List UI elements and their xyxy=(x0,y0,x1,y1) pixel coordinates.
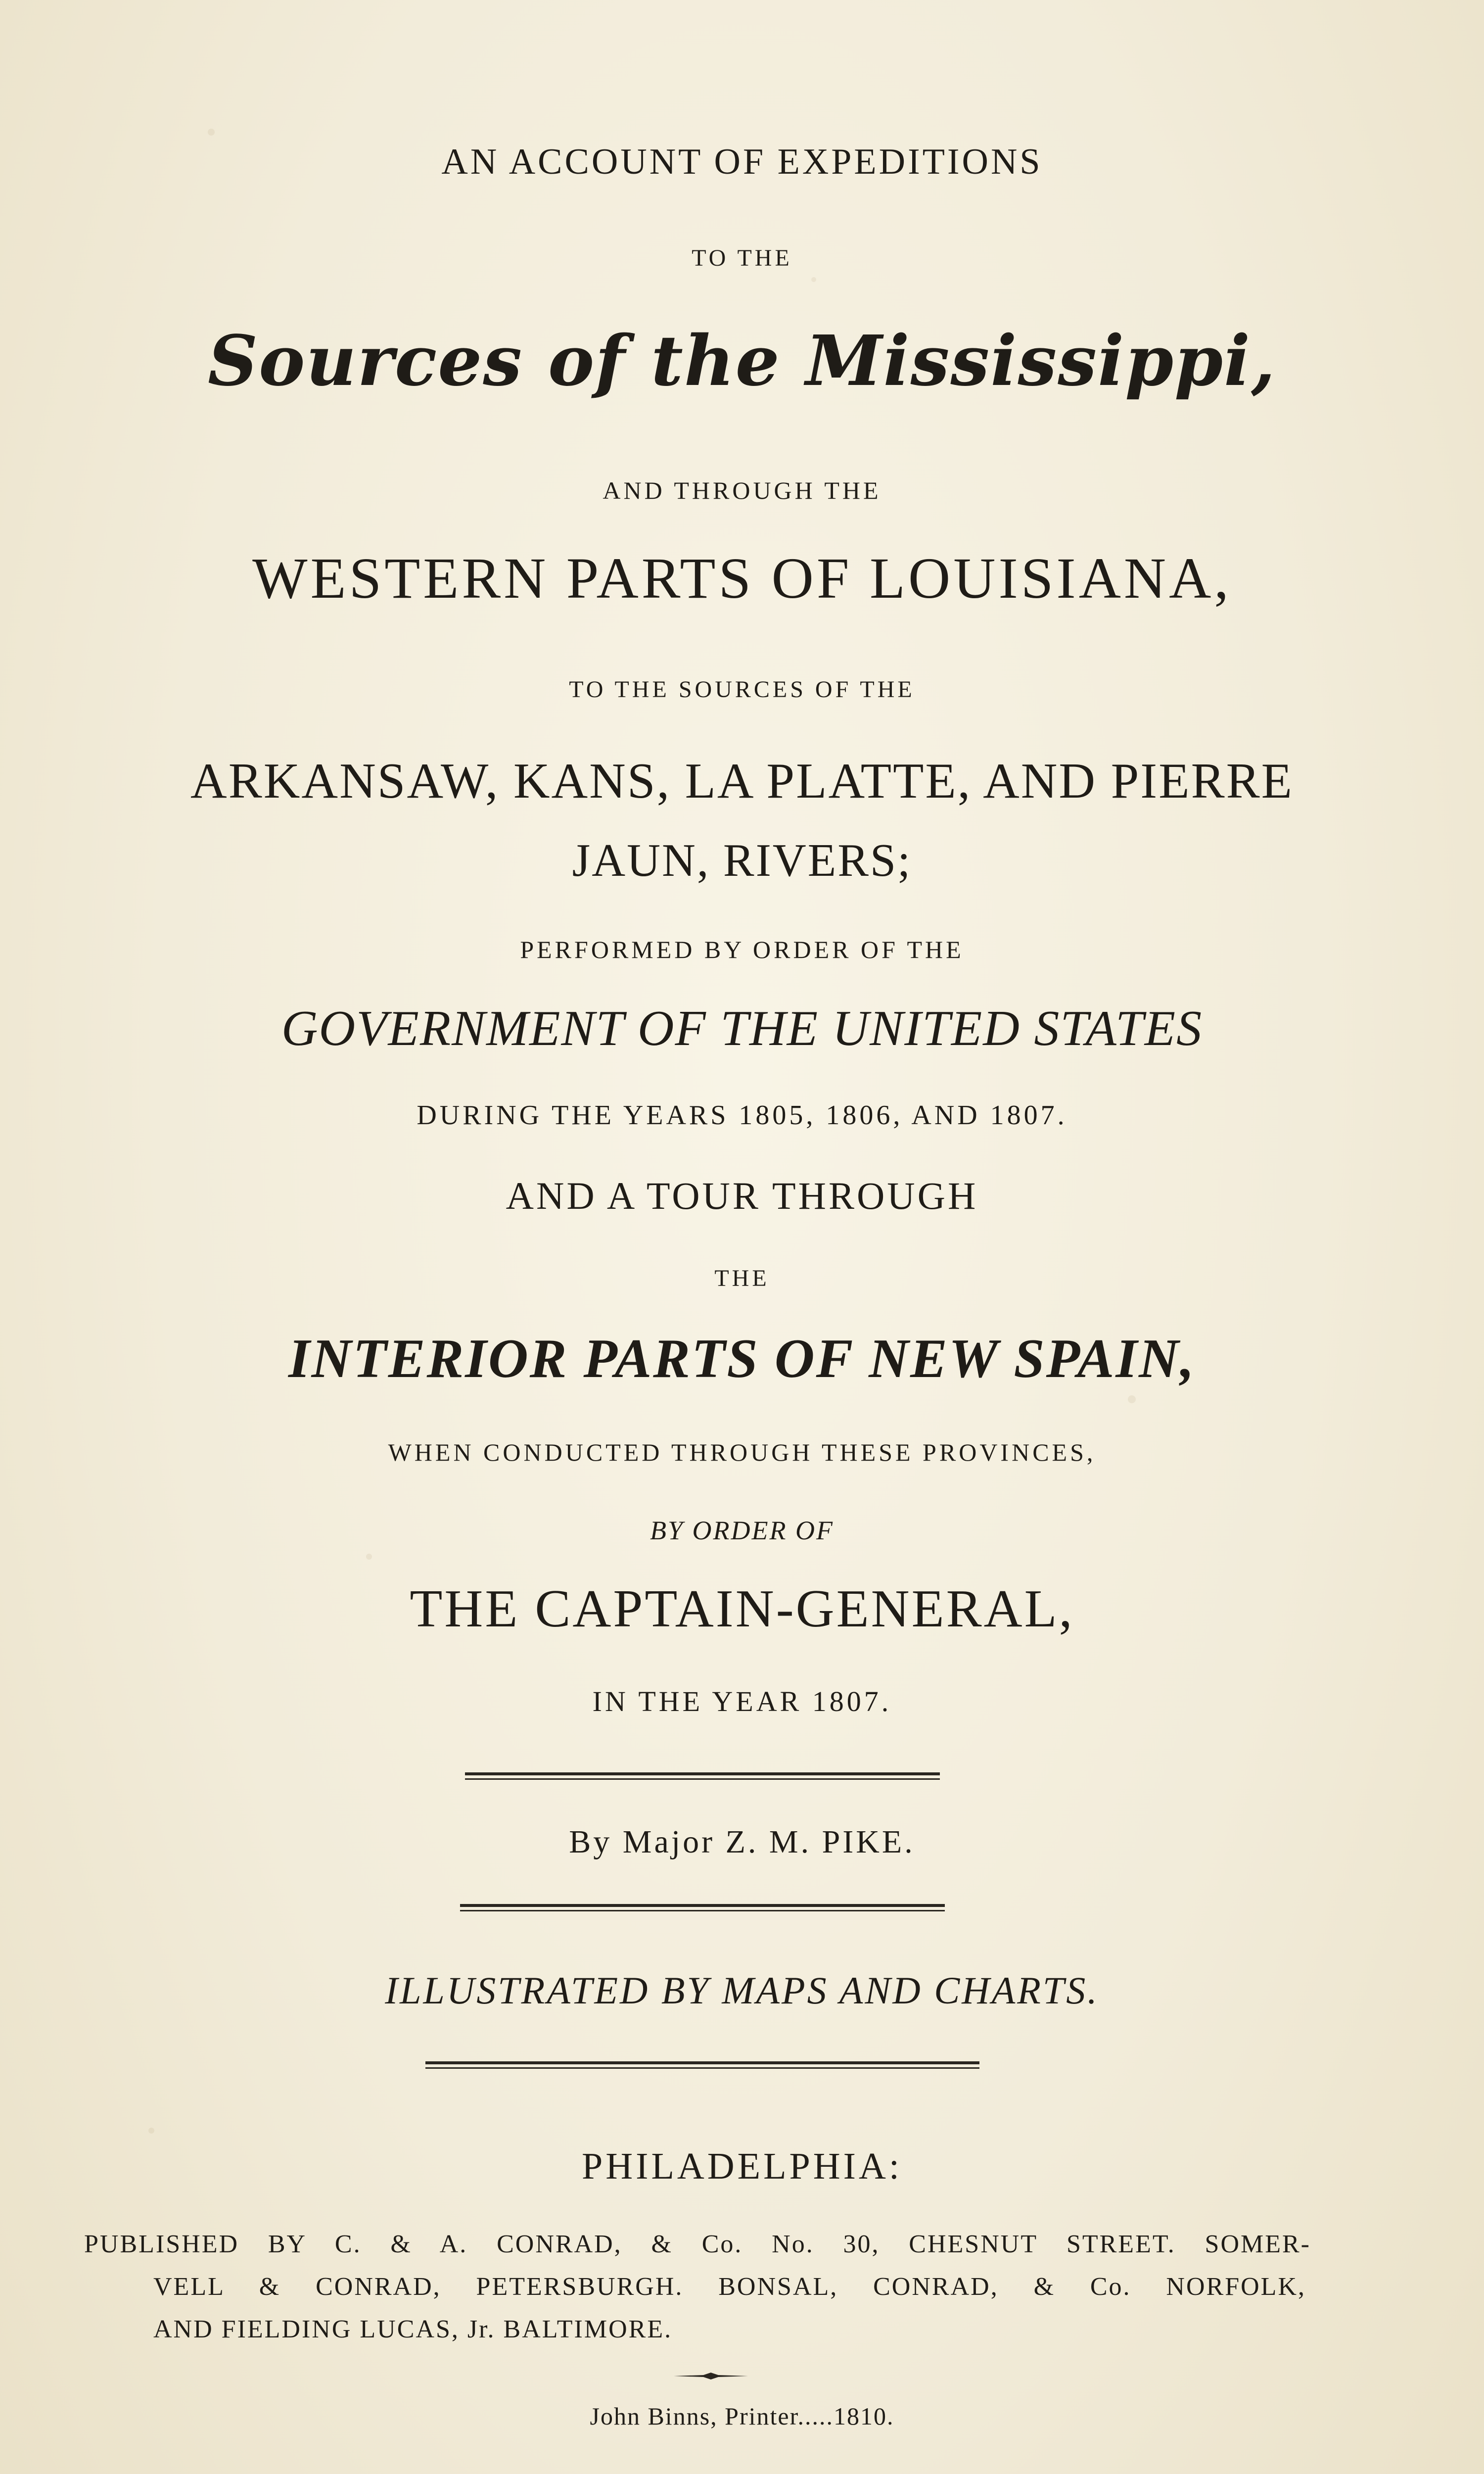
place-line: PHILADELPHIA: xyxy=(582,2145,902,2187)
title-line-western: WESTERN PARTS OF LOUISIANA, xyxy=(252,546,1232,611)
title-line-new-spain: INTERIOR PARTS OF NEW SPAIN, xyxy=(288,1328,1196,1389)
title-line-rivers-2: JAUN, RIVERS; xyxy=(572,835,912,886)
paper-spot xyxy=(1128,1395,1136,1403)
title-line-to-the: TO THE xyxy=(692,245,792,271)
title-line-government: GOVERNMENT OF THE UNITED STATES xyxy=(281,1000,1203,1056)
imprint-line-2: VELL & CONRAD, PETERSBURGH. BONSAL, CONRAD, & Co. NORFOLK, xyxy=(153,2273,1306,2301)
rule-1 xyxy=(465,1772,940,1780)
imprint-line-1: PUBLISHED BY C. & A. CONRAD, & Co. No. 30, CHESNUT STREET. SOMER- xyxy=(84,2230,1311,2258)
printer-line: John Binns, Printer.....1810. xyxy=(590,2402,894,2430)
paper-spot xyxy=(366,1554,372,1560)
title-line-the: THE xyxy=(714,1265,770,1291)
rule-2 xyxy=(460,1904,945,1911)
title-line-years: DURING THE YEARS 1805, 1806, AND 1807. xyxy=(417,1100,1067,1131)
paper-spot xyxy=(811,277,816,282)
illustrated-line: ILLUSTRATED BY MAPS AND CHARTS. xyxy=(385,1969,1099,2012)
imprint-line-3: AND FIELDING LUCAS, Jr. BALTIMORE. xyxy=(153,2315,673,2343)
title-line-and-through: AND THROUGH THE xyxy=(603,476,881,504)
author-line: By Major Z. M. PIKE. xyxy=(569,1824,915,1860)
main-title-sources: Sources of the Mississippi, xyxy=(207,321,1276,402)
title-line-tour: AND A TOUR THROUGH xyxy=(506,1174,978,1217)
title-line-captain-general: THE CAPTAIN-GENERAL, xyxy=(410,1579,1074,1638)
title-line-rivers-1: ARKANSAW, KANS, LA PLATTE, AND PIERRE xyxy=(190,753,1294,809)
title-line-account: AN ACCOUNT OF EXPEDITIONS xyxy=(441,142,1043,182)
ornament-dash xyxy=(674,2373,748,2379)
title-line-by-order: BY ORDER OF xyxy=(650,1516,834,1545)
title-line-to-sources: TO THE SOURCES OF THE xyxy=(569,676,915,703)
paper-spot xyxy=(208,129,215,136)
paper-spot xyxy=(148,2128,154,2134)
title-line-performed: PERFORMED BY ORDER OF THE xyxy=(520,936,964,963)
rule-3 xyxy=(425,2061,979,2069)
title-line-year-1807: IN THE YEAR 1807. xyxy=(592,1685,892,1717)
title-line-provinces: WHEN CONDUCTED THROUGH THESE PROVINCES, xyxy=(388,1438,1096,1466)
